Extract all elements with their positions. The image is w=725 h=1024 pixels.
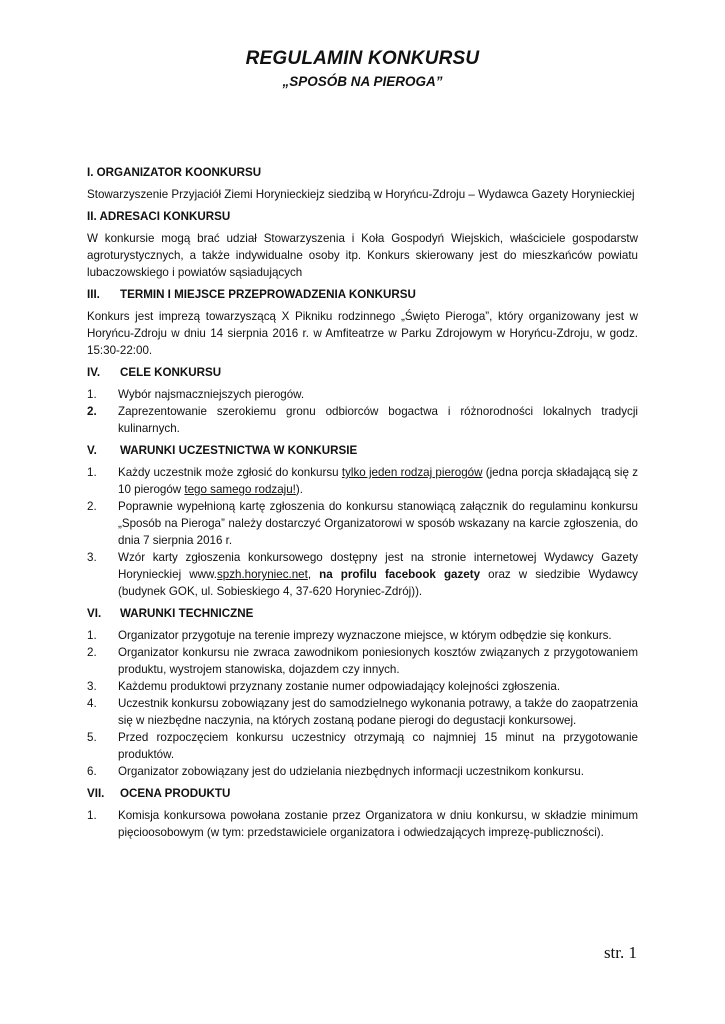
list-text: Organizator konkursu nie zwraca zawodnikom poniesionych kosztów związanych z przygotowaniem produktu, wystrojem stanowiska, dojazdem czy innych. xyxy=(118,646,638,676)
section-number: VII. xyxy=(87,787,105,800)
list-item xyxy=(87,678,638,695)
section-text-addressees: W konkursie mogą brać udział Stowarzyszenia i Koła Gospodyń Wiejskich, właściciele gospodarstw agroturystycznych, a także indywidualne osoby itp. Konkurs skierowany jest do mieszkańców powiatu lubaczowskiego i powiatów sąsiadujących xyxy=(87,232,638,279)
list-number: 2. xyxy=(87,646,97,659)
section-number: III. xyxy=(87,288,100,301)
list-text: Zaprezentowanie szerokiemu gronu odbiorców bogactwa i różnorodności lokalnych tradycji kulinarnych. xyxy=(118,405,638,435)
list-item xyxy=(87,763,638,780)
list-number: 1. xyxy=(87,809,97,822)
technical-list xyxy=(87,627,638,780)
list-text: Poprawnie wypełnioną kartę zgłoszenia do konkursu stanowiącą załącznik do regulaminu konkursu „Sposób na Pieroga” należy dostarczyć Organizatorowi w sposób wskazany na karcie zgłoszenia, do dnia 7 sierpnia 2016 r. xyxy=(118,500,638,547)
section-heading-text: TERMIN I MIEJSCE PRZEPROWADZENIA KONKURSU xyxy=(120,288,416,301)
list-number: 6. xyxy=(87,765,97,778)
list-number: 2. xyxy=(87,405,97,418)
section-text-time-place: Konkurs jest imprezą towarzyszącą X Pikniku rodzinnego „Święto Pieroga”, który organizowany jest w Horyńcu-Zdroju w dniu 14 sierpnia 2016 r. w Amfiteatrze w Parku Zdrojowym w Horyńcu-Zdroju, w godz. 15:30-22:00. xyxy=(87,310,638,357)
list-text: Uczestnik konkursu zobowiązany jest do samodzielnego wykonania potrawy, a także do zaopatrzenia się w niezbędne naczynia, na których zostaną podane pierogi do degustacji konkursowej. xyxy=(118,697,638,727)
document-body xyxy=(87,164,638,846)
list-number: 3. xyxy=(87,680,97,693)
section-heading-technical xyxy=(87,605,638,622)
list-number: 3. xyxy=(87,551,97,564)
list-text: Organizator przygotuje na terenie imprezy wyznaczone miejsce, w którym odbędzie się konkurs. xyxy=(118,629,612,642)
section-heading-text: WARUNKI UCZESTNICTWA W KONKURSIE xyxy=(120,444,358,457)
list-number: 1. xyxy=(87,629,97,642)
document-title: REGULAMIN KONKURSU xyxy=(245,48,480,69)
list-number: 2. xyxy=(87,500,97,513)
list-text-part: , xyxy=(307,568,320,581)
list-item xyxy=(87,403,638,437)
list-number: 1. xyxy=(87,388,97,401)
section-number: V. xyxy=(87,444,97,457)
section-heading-evaluation xyxy=(87,785,638,802)
list-text: Każdemu produktowi przyznany zostanie numer odpowiadający kolejności zgłoszenia. xyxy=(118,680,561,693)
section-number: VI. xyxy=(87,607,102,620)
evaluation-list xyxy=(87,807,638,841)
list-text-part: (jedna porcja składającą się z 10 pierogów xyxy=(118,466,639,496)
underlined-text: tego samego rodzaju! xyxy=(184,483,296,496)
website-link[interactable]: spzh.horyniec.net xyxy=(216,568,308,581)
list-item xyxy=(87,695,638,729)
list-number: 5. xyxy=(87,731,97,744)
list-item xyxy=(87,729,638,763)
document-subtitle: „SPOSÓB NA PIEROGA” xyxy=(282,74,443,89)
section-heading-goals xyxy=(87,364,638,381)
list-number: 1. xyxy=(87,466,97,479)
list-text-part: Wzór karty zgłoszenia konkursowego dostępny jest na stronie internetowej Wydawcy Gazety Horynieckiej www. xyxy=(118,551,638,581)
list-item xyxy=(87,549,638,600)
list-item xyxy=(87,386,638,403)
bold-text: na profilu facebook gazety xyxy=(319,568,481,581)
list-text: Przed rozpoczęciem konkursu uczestnicy otrzymają co najmniej 15 minut na przygotowanie produktów. xyxy=(118,731,638,761)
list-number: 4. xyxy=(87,697,97,710)
page-number: str. 1 xyxy=(603,943,637,962)
section-heading-addressees: II. ADRESACI KONKURSU xyxy=(87,210,231,223)
underlined-text: tylko jeden rodzaj pierogów xyxy=(341,466,483,479)
list-text: Wybór najsmaczniejszych pierogów. xyxy=(118,388,305,401)
list-text-part: oraz w siedzibie Wydawcy (budynek GOK, ul. Sobieskiego 4, 37-620 Horyniec-Zdrój)). xyxy=(118,568,638,598)
list-item xyxy=(87,644,638,678)
list-text-part: ). xyxy=(295,483,303,496)
list-item xyxy=(87,464,638,498)
list-item xyxy=(87,627,638,644)
section-heading-text: OCENA PRODUKTU xyxy=(120,787,231,800)
list-text-part: Każdy uczestnik może zgłosić do konkursu xyxy=(118,466,342,479)
list-item xyxy=(87,807,638,841)
participation-list xyxy=(87,464,638,600)
section-heading-organizer: I. ORGANIZATOR KOONKURSU xyxy=(87,166,262,179)
list-item xyxy=(87,498,638,549)
list-text: Organizator zobowiązany jest do udzielania niezbędnych informacji uczestnikom konkursu. xyxy=(118,765,584,778)
list-text: Komisja konkursowa powołana zostanie przez Organizatora w dniu konkursu, w składzie minimum pięcioosobowym (w tym: przedstawiciele organizatora i odwiedzających imprezę-publiczności). xyxy=(118,809,638,839)
section-number: IV. xyxy=(87,366,101,379)
section-heading-time-place xyxy=(87,286,638,303)
section-heading-participation xyxy=(87,442,638,459)
section-text-organizer: Stowarzyszenie Przyjaciół Ziemi Horynieckiejz siedzibą w Horyńcu-Zdroju – Wydawca Gazety Horynieckiej xyxy=(87,188,635,201)
section-heading-text: WARUNKI TECHNICZNE xyxy=(120,607,254,620)
goals-list xyxy=(87,386,638,437)
section-heading-text: CELE KONKURSU xyxy=(120,366,222,379)
